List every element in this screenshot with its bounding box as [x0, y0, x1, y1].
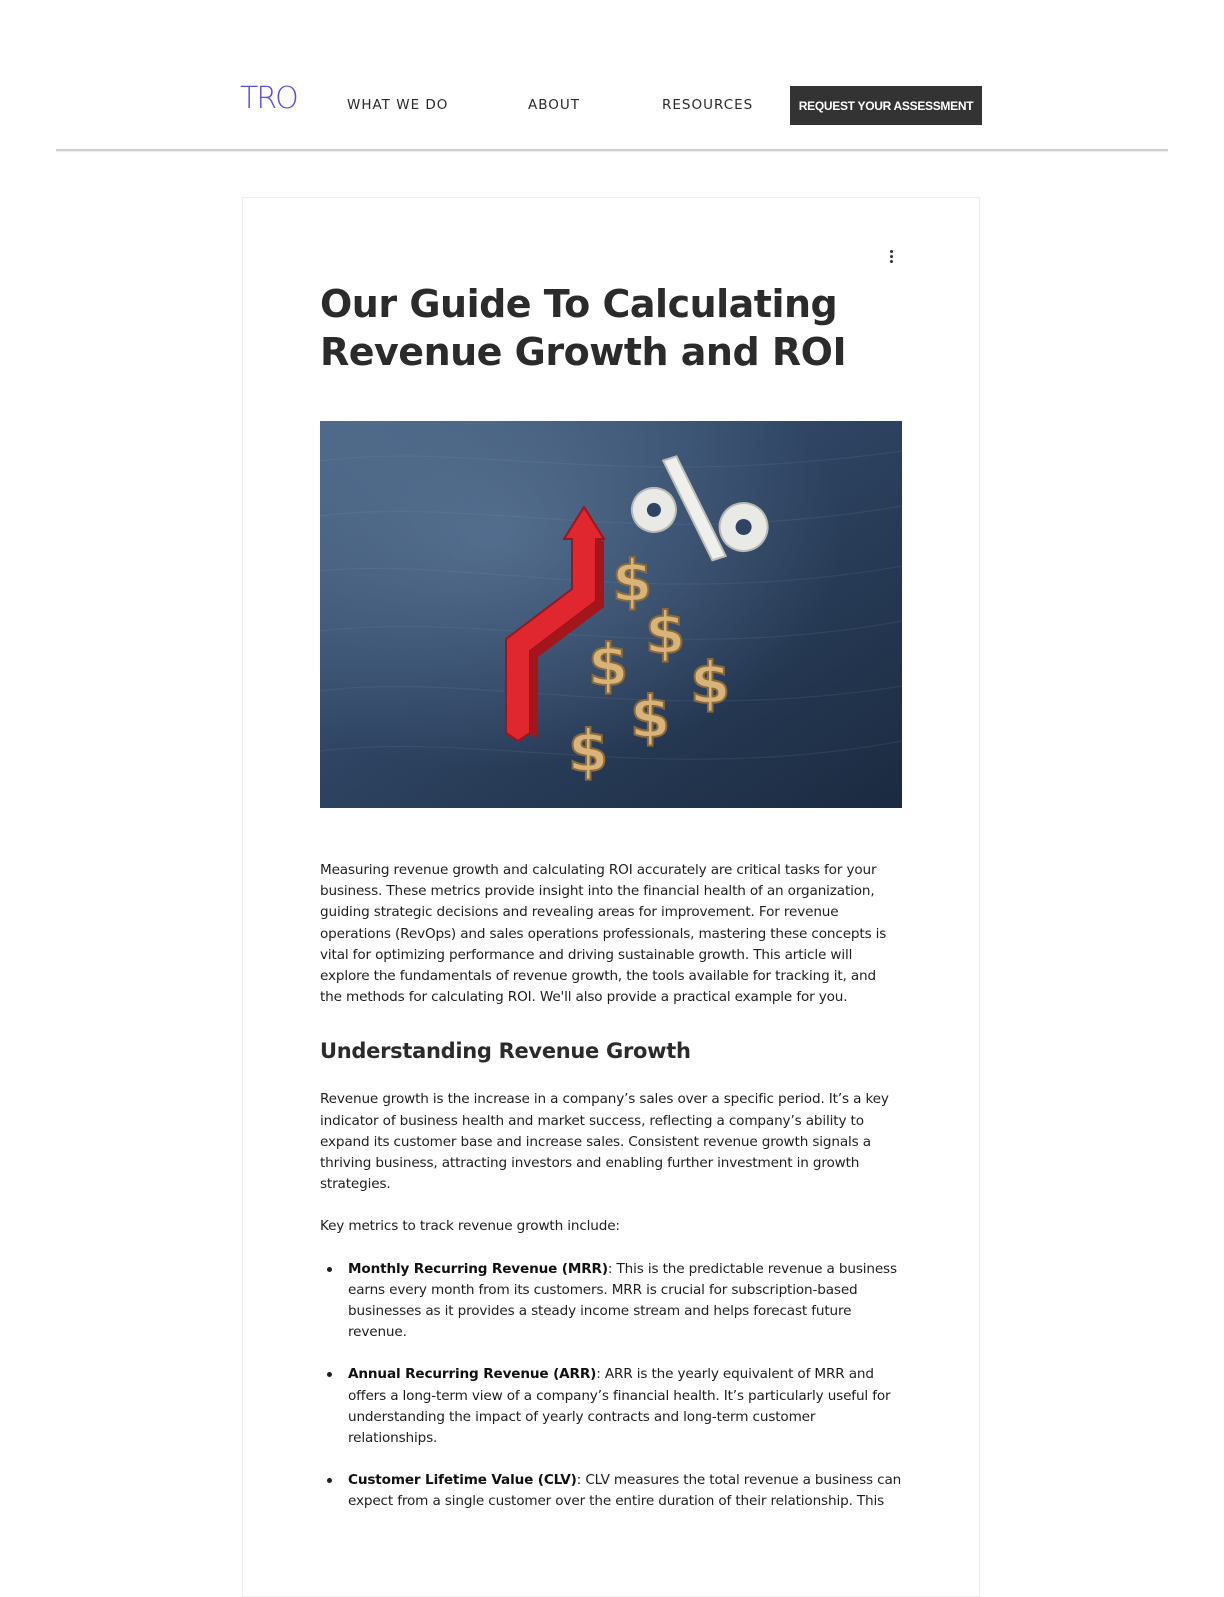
- article-body: [320, 860, 902, 1534]
- request-assessment-button[interactable]: REQUEST YOUR ASSESSMENT: [790, 86, 982, 125]
- list-item: [320, 1259, 902, 1344]
- revenue-growth-paragraph: Revenue growth is the increase in a company’s sales over a specific period. It’s a key indicator of business health and market success, reflecting a company’s ability to expand its customer base and increase sales. Consistent revenue growth signals a thriving business, attracting investors and enabling further investment in growth strategies.: [320, 1091, 889, 1193]
- post-title-line-1: Our Guide To Calculating: [320, 282, 838, 326]
- section-heading: Understanding Revenue Growth: [320, 1039, 691, 1064]
- site-header: [0, 0, 1224, 150]
- nav-resources[interactable]: RESOURCES: [662, 97, 754, 113]
- svg-text:$: $: [645, 599, 686, 667]
- header-divider: [56, 149, 1168, 151]
- post-title: [320, 280, 880, 376]
- metric-text: : ARR is the yearly equivalent of MRR and offers a long-term view of a company’s financial health. It’s particularly useful for understanding the impact of yearly contracts and long-term customer relationships.: [348, 1366, 891, 1447]
- svg-text:$: $: [568, 717, 609, 785]
- metric-term: Annual Recurring Revenue (ARR): [348, 1366, 597, 1383]
- metric-term: Customer Lifetime Value (CLV): [348, 1472, 577, 1489]
- metrics-list: [320, 1259, 902, 1513]
- metric-text: : This is the predictable revenue a business earns every month from its customers. MRR is crucial for subscription-based businesses as it provides a steady income stream and helps forecast future revenue.: [348, 1260, 897, 1341]
- list-item: [320, 1470, 902, 1512]
- site-logo[interactable]: TRO: [240, 81, 297, 116]
- metrics-intro: Key metrics to track revenue growth include:: [320, 1218, 620, 1235]
- more-vertical-icon[interactable]: [884, 246, 898, 266]
- svg-text:$: $: [690, 649, 731, 717]
- metric-text: : CLV measures the total revenue a business can expect from a single customer over the entire duration of their relationship. This: [348, 1472, 902, 1510]
- intro-paragraph: Measuring revenue growth and calculating ROI accurately are critical tasks for your business. These metrics provide insight into the financial health of an organization, guiding strategic decisions and revealing areas for improvement. For revenue operations (RevOps) and sales operations professionals, mastering these concepts is vital for optimizing performance and driving sustainable growth. This article will explore the fundamentals of revenue growth, the tools available for tracking it, and the methods for calculating ROI. We'll also provide a practical example for you.: [320, 862, 887, 1006]
- nav-what-we-do[interactable]: WHAT WE DO: [347, 97, 449, 113]
- hero-image: [320, 421, 902, 808]
- post-title-line-2: Revenue Growth and ROI: [320, 330, 847, 374]
- svg-text:$: $: [588, 631, 629, 699]
- nav-about[interactable]: ABOUT: [528, 97, 581, 113]
- svg-text:$: $: [630, 683, 671, 751]
- svg-text:$: $: [612, 547, 653, 615]
- red-arrow-dollar-signs-percent-photo: [320, 421, 902, 808]
- list-item: [320, 1364, 902, 1449]
- metric-term: Monthly Recurring Revenue (MRR): [348, 1260, 608, 1277]
